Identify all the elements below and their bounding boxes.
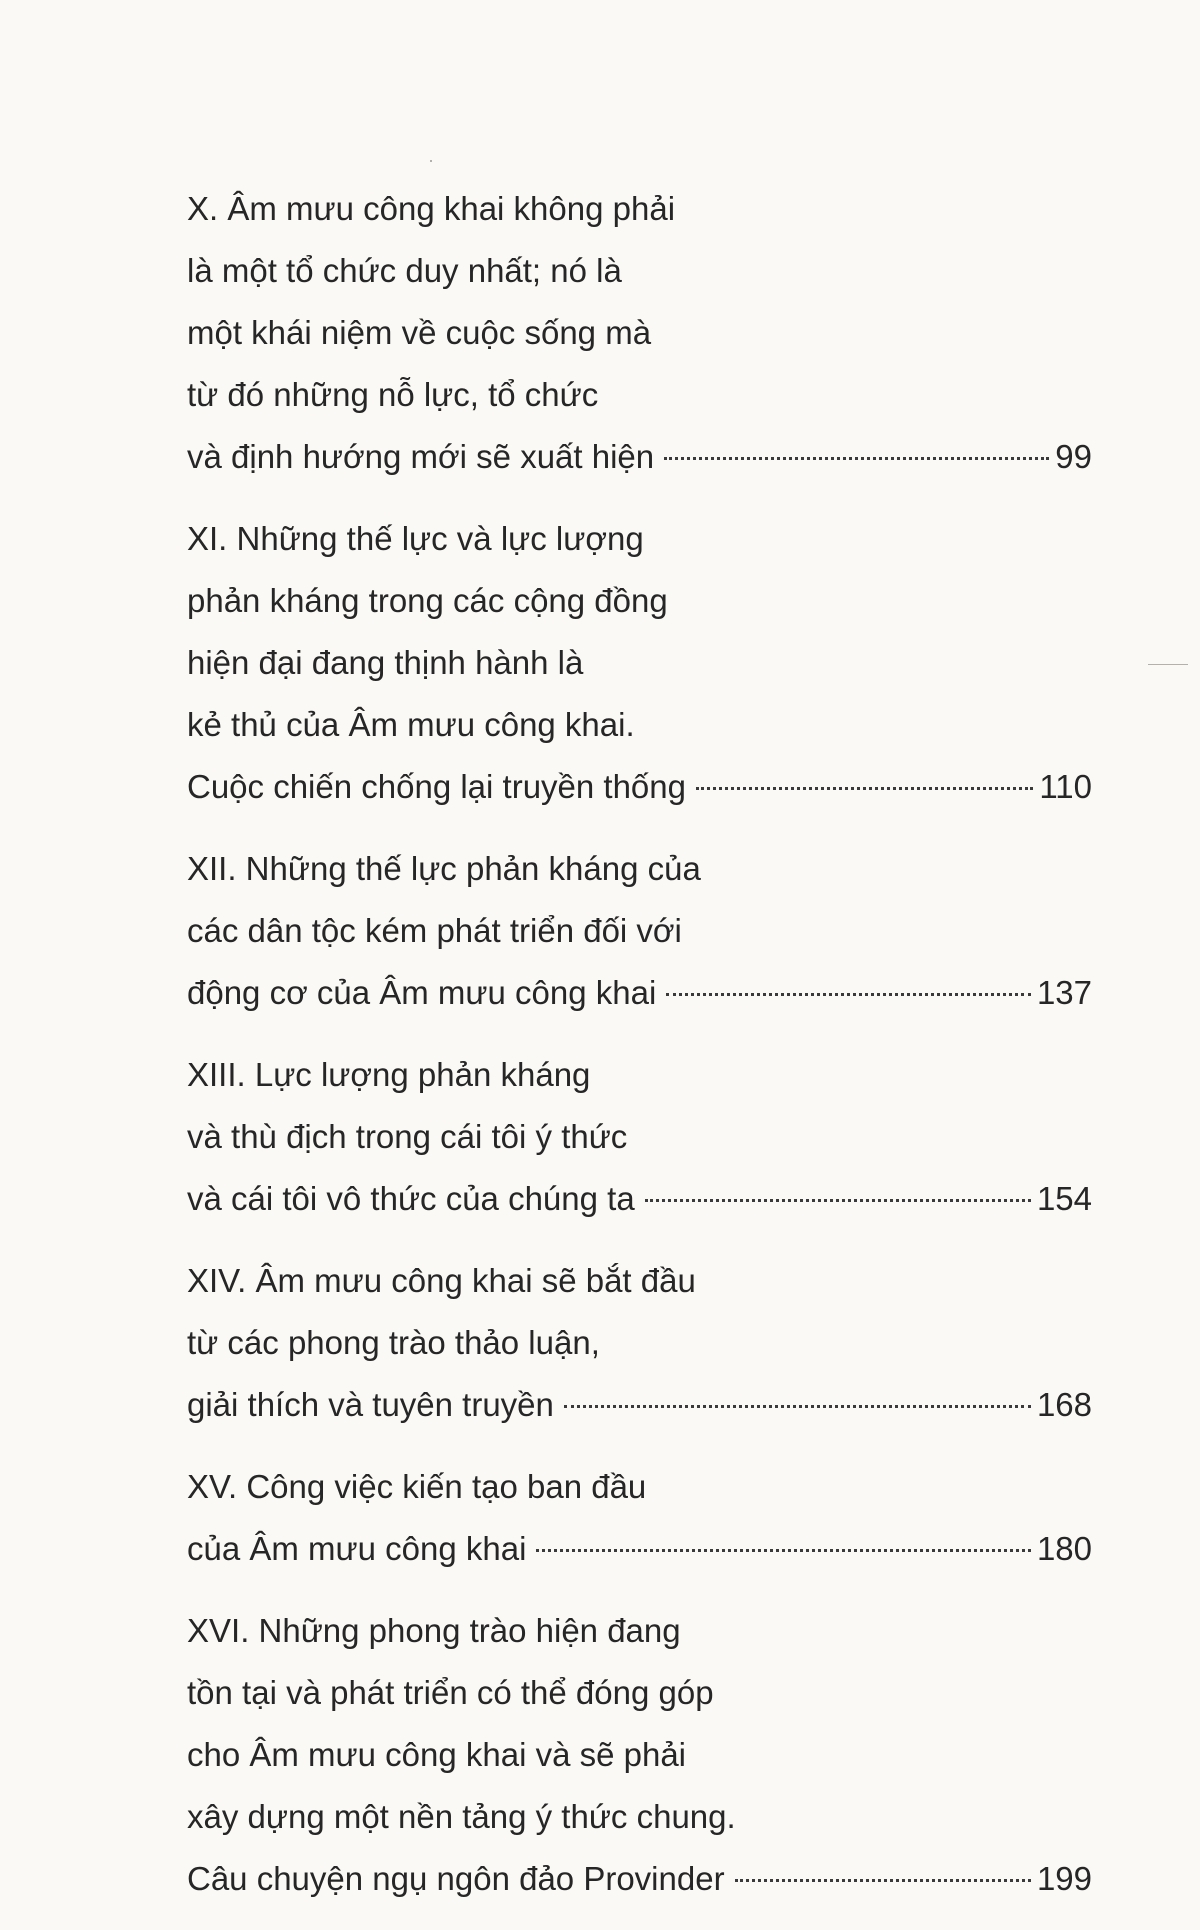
toc-page-number: 110 — [1039, 768, 1092, 805]
toc-entry — [187, 1456, 1092, 1580]
toc-entry-text: cho Âm mưu công khai và sẽ phải — [187, 1736, 687, 1773]
toc-entry-text: XI. Những thế lực và lực lượng — [187, 520, 644, 557]
toc-entry — [187, 1044, 1092, 1230]
toc-entry-line — [187, 302, 1092, 364]
toc-entry-line — [187, 1786, 1092, 1848]
toc-entry-line — [187, 838, 1092, 900]
toc-entry-text: và định hướng mới sẽ xuất hiện — [187, 438, 655, 475]
toc-entry-line — [187, 1724, 1092, 1786]
toc-entry — [187, 178, 1092, 488]
toc-entry-text: XVI. Những phong trào hiện đang — [187, 1612, 681, 1649]
toc-entry-text: Câu chuyện ngụ ngôn đảo Provinder — [187, 1860, 725, 1897]
toc-entry-line — [187, 1662, 1092, 1724]
dot-leader — [735, 1879, 1031, 1882]
toc-entry-last-line — [187, 426, 1092, 488]
toc-entry — [187, 508, 1092, 818]
scan-speck — [430, 160, 432, 162]
toc-entry-line — [187, 508, 1092, 570]
toc-entry-text: động cơ của Âm mưu công khai — [187, 974, 657, 1011]
toc-page-number: 199 — [1036, 1860, 1092, 1897]
toc-entry — [187, 1600, 1092, 1910]
toc-page-number: 168 — [1036, 1386, 1092, 1423]
dot-leader — [536, 1549, 1031, 1552]
toc-entry-text: kẻ thủ của Âm mưu công khai. — [187, 706, 635, 743]
toc-entry-line — [187, 240, 1092, 302]
toc-entry-line — [187, 1250, 1092, 1312]
toc-entry-text: và cái tôi vô thức của chúng ta — [187, 1180, 635, 1217]
toc-entry-last-line — [187, 962, 1092, 1024]
toc-entry-text: XV. Công việc kiến tạo ban đầu — [187, 1468, 647, 1505]
toc-entry-last-line — [187, 1168, 1092, 1230]
toc-entry-line — [187, 1456, 1092, 1518]
toc-entry-line — [187, 570, 1092, 632]
dot-leader — [645, 1199, 1031, 1202]
toc-entry-text: XII. Những thế lực phản kháng của — [187, 850, 701, 887]
toc-entry-text: một khái niệm về cuộc sống mà — [187, 314, 652, 351]
toc-page-number: 154 — [1036, 1180, 1092, 1217]
toc-entry-line — [187, 1312, 1092, 1374]
toc-entry-line — [187, 694, 1092, 756]
toc-page-number: 99 — [1055, 438, 1092, 475]
toc-entry-line — [187, 900, 1092, 962]
toc-entry-line — [187, 1044, 1092, 1106]
toc-entry-line — [187, 1106, 1092, 1168]
toc-entry-last-line — [187, 1848, 1092, 1910]
toc-entry-text: của Âm mưu công khai — [187, 1530, 527, 1567]
toc-entry-text: từ đó những nỗ lực, tổ chức — [187, 376, 599, 413]
toc-entry-text: là một tổ chức duy nhất; nó là — [187, 252, 622, 289]
toc-entry-text: XIII. Lực lượng phản kháng — [187, 1056, 591, 1093]
toc-entry-line — [187, 1600, 1092, 1662]
toc-entry-text: xây dựng một nền tảng ý thức chung. — [187, 1798, 736, 1835]
table-of-contents — [187, 178, 1092, 1930]
dot-leader — [696, 787, 1033, 790]
toc-entry-text: X. Âm mưu công khai không phải — [187, 190, 676, 227]
dot-leader — [564, 1405, 1031, 1408]
toc-entry-text: và thù địch trong cái tôi ý thức — [187, 1118, 628, 1155]
toc-page-number: 137 — [1036, 974, 1092, 1011]
toc-page-number: 180 — [1036, 1530, 1092, 1567]
toc-entry-text: tồn tại và phát triển có thể đóng góp — [187, 1674, 714, 1711]
toc-entry-last-line — [187, 1518, 1092, 1580]
toc-entry-text: phản kháng trong các cộng đồng — [187, 582, 668, 619]
toc-entry — [187, 838, 1092, 1024]
toc-entry-text: XIV. Âm mưu công khai sẽ bắt đầu — [187, 1262, 696, 1299]
toc-entry-last-line — [187, 756, 1092, 818]
toc-entry-text: từ các phong trào thảo luận, — [187, 1324, 600, 1361]
toc-entry-line — [187, 632, 1092, 694]
toc-entry-text: các dân tộc kém phát triển đối với — [187, 912, 682, 949]
toc-entry-last-line — [187, 1374, 1092, 1436]
dot-leader — [664, 457, 1049, 460]
toc-entry-text: Cuộc chiến chống lại truyền thống — [187, 768, 686, 805]
toc-entry-text: giải thích và tuyên truyền — [187, 1386, 554, 1423]
toc-entry-text: hiện đại đang thịnh hành là — [187, 644, 584, 681]
toc-entry — [187, 1250, 1092, 1436]
toc-entry-line — [187, 178, 1092, 240]
toc-entry-line — [187, 364, 1092, 426]
dot-leader — [666, 993, 1031, 996]
scan-mark — [1148, 664, 1188, 665]
